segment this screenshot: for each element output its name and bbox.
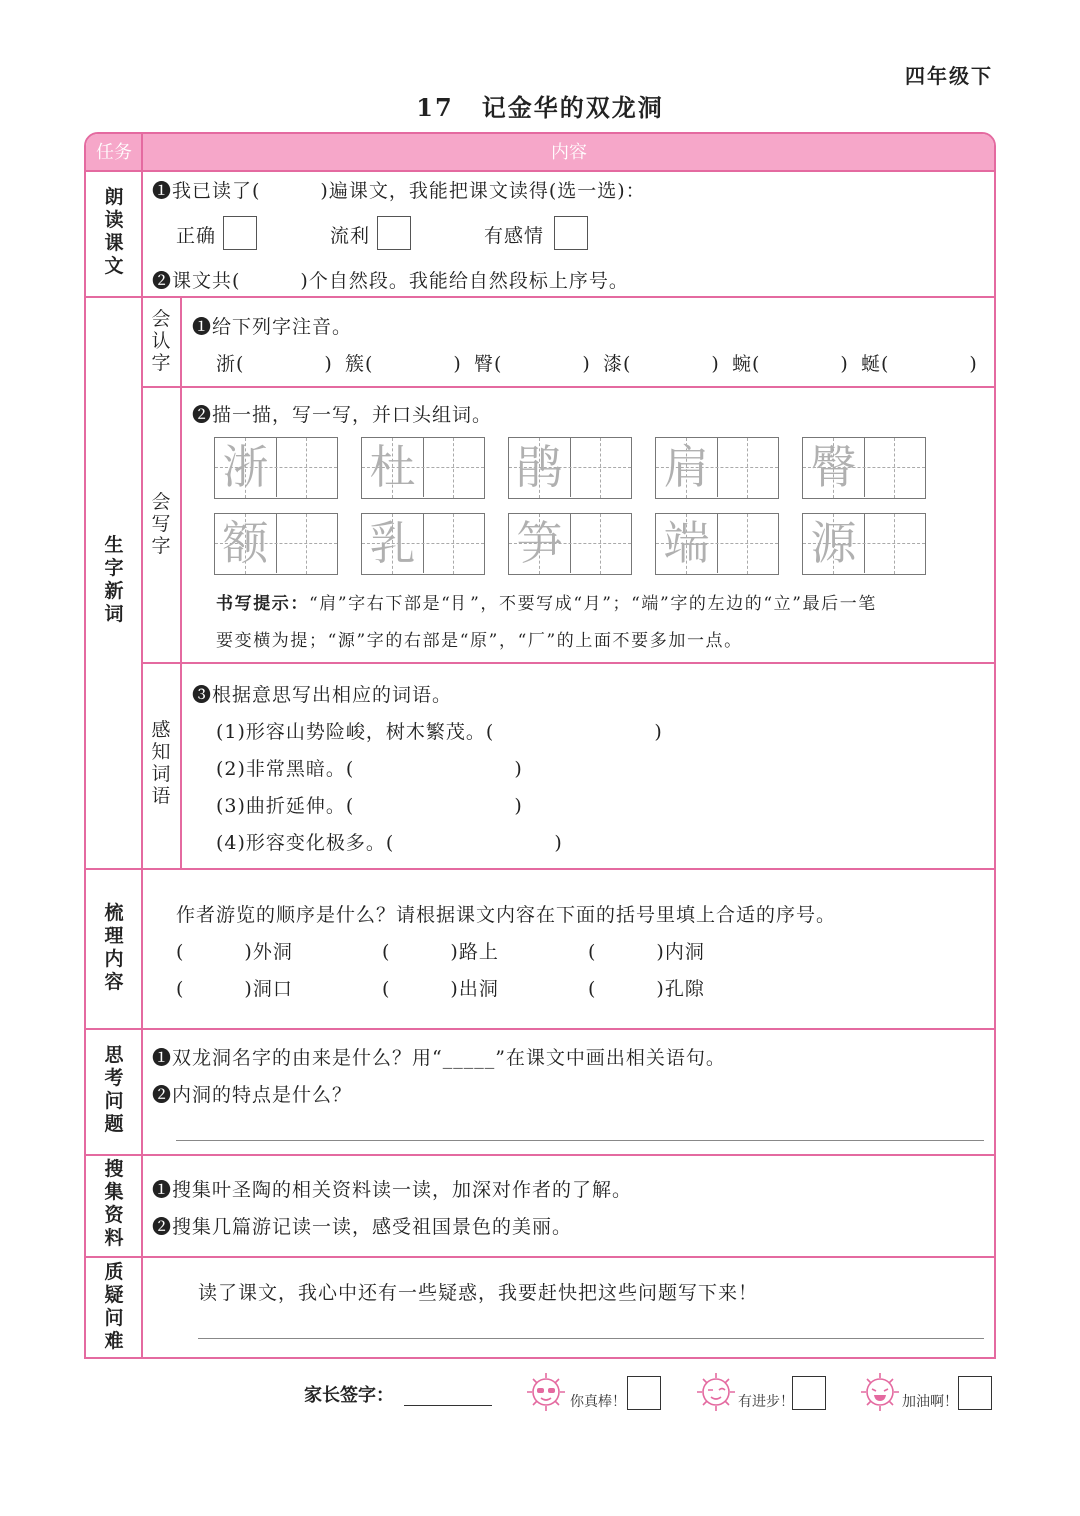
think-question-1: ❶双龙洞名字的由来是什么？用“_____”在课文中画出相关语句。 bbox=[152, 1047, 726, 1069]
parent-sign-line[interactable] bbox=[404, 1405, 492, 1406]
recognize-char-1: 浙( ) bbox=[216, 353, 333, 375]
writing-hint-line-1: 书写提示：“肩”字右下部是“⺝”，不要写成“月”；“端”字的左边的“立”最后一笔 bbox=[216, 594, 877, 614]
perceive-item-3: (3)曲折延伸。( ) bbox=[216, 795, 523, 817]
answer-line[interactable] bbox=[176, 1140, 984, 1141]
rating-checkbox-great[interactable] bbox=[627, 1376, 661, 1410]
writing-hint-label: 书写提示： bbox=[216, 594, 309, 614]
option-fluent: 流利 bbox=[330, 225, 371, 247]
trace-char: 肩 bbox=[663, 440, 710, 494]
perceive-item-4: (4)形容变化极多。( ) bbox=[216, 832, 563, 854]
trace-char: 浙 bbox=[222, 440, 269, 494]
section-label-new-words: 生字新词 bbox=[104, 534, 124, 625]
collect-item-1: ❶搜集叶圣陶的相关资料读一读，加深对作者的了解。 bbox=[152, 1179, 633, 1201]
rating-label-great: 你真棒！ bbox=[570, 1394, 626, 1410]
writing-grid[interactable] bbox=[655, 437, 779, 499]
trace-char: 杜 bbox=[369, 440, 416, 494]
reading-item-1: ❶我已读了( )遍课文，我能把课文读得(选一选)： bbox=[152, 180, 646, 202]
writing-grid[interactable] bbox=[361, 437, 485, 499]
parent-sign-label: 家长签字： bbox=[304, 1385, 394, 1406]
perceive-item-1: (1)形容山势险峻，树木繁茂。( ) bbox=[216, 721, 663, 743]
collect-item-2: ❷搜集几篇游记读一读，感受祖国景色的美丽。 bbox=[152, 1216, 573, 1238]
sort-option-road: ( )路上 bbox=[382, 941, 499, 963]
sort-option-gap: ( )孔隙 bbox=[588, 978, 705, 1000]
writing-grid[interactable] bbox=[508, 437, 632, 499]
writing-grid[interactable] bbox=[361, 513, 485, 575]
rating-checkbox-progress[interactable] bbox=[792, 1376, 826, 1410]
section-label-collect: 搜集资料 bbox=[104, 1158, 124, 1249]
trace-char: 额 bbox=[222, 516, 269, 570]
sort-option-entrance: ( )洞口 bbox=[176, 978, 293, 1000]
page-title bbox=[0, 88, 1080, 123]
worksheet-table bbox=[84, 132, 996, 1359]
sort-question: 作者游览的顺序是什么？请根据课文内容在下面的括号里填上合适的序号。 bbox=[176, 904, 837, 926]
writing-grid[interactable] bbox=[802, 437, 926, 499]
sub-label-write: 会写字 bbox=[151, 491, 171, 557]
recognize-char-5: 蜿( ) bbox=[732, 353, 849, 375]
sort-option-outer-cave: ( )外洞 bbox=[176, 941, 293, 963]
recognize-char-4: 漆( ) bbox=[603, 353, 720, 375]
rating-label-progress: 有进步！ bbox=[738, 1394, 794, 1410]
recognize-title: ❶给下列字注音。 bbox=[192, 316, 353, 338]
option-fluent-checkbox[interactable] bbox=[377, 216, 411, 250]
trace-char: 乳 bbox=[369, 516, 416, 570]
writing-grid[interactable] bbox=[214, 513, 338, 575]
trace-char: 端 bbox=[663, 516, 710, 570]
grade-label: 四年级下 bbox=[905, 64, 993, 88]
lesson-number: 17 bbox=[416, 93, 454, 122]
section-label-sort: 梳理内容 bbox=[104, 902, 124, 993]
perceive-item-2: (2)非常黑暗。( ) bbox=[216, 758, 523, 780]
question-prompt: 读了课文，我心中还有一些疑惑，我要赶快把这些问题写下来！ bbox=[198, 1282, 759, 1304]
lesson-title: 记金华的双龙洞 bbox=[481, 94, 664, 122]
section-label-reading: 朗读课文 bbox=[104, 186, 124, 277]
trace-char: 源 bbox=[810, 516, 857, 570]
recognize-char-3: 臀( ) bbox=[474, 353, 591, 375]
table-header bbox=[86, 134, 994, 171]
sun-cheer-icon bbox=[858, 1370, 904, 1412]
rating-checkbox-cheer[interactable] bbox=[958, 1376, 992, 1410]
option-emotion: 有感情 bbox=[484, 225, 545, 247]
header-task: 任务 bbox=[96, 142, 132, 163]
rating-label-cheer: 加油啊！ bbox=[902, 1394, 958, 1410]
sort-option-exit: ( )出洞 bbox=[382, 978, 499, 1000]
sun-sunglasses-icon bbox=[524, 1370, 570, 1412]
header-content: 内容 bbox=[551, 142, 587, 163]
trace-char: 臀 bbox=[810, 440, 857, 494]
option-emotion-checkbox[interactable] bbox=[554, 216, 588, 250]
reading-item-2: ❷课文共( )个自然段。我能给自然段标上序号。 bbox=[152, 270, 629, 292]
recognize-char-6: 蜒( ) bbox=[861, 353, 978, 375]
sort-option-inner-cave: ( )内洞 bbox=[588, 941, 705, 963]
sub-label-recognize: 会认字 bbox=[151, 308, 171, 374]
answer-line[interactable] bbox=[198, 1338, 984, 1339]
writing-grid[interactable] bbox=[655, 513, 779, 575]
writing-grid[interactable] bbox=[214, 437, 338, 499]
recognize-char-2: 簇( ) bbox=[345, 353, 462, 375]
perceive-title: ❸根据意思写出相应的词语。 bbox=[192, 684, 453, 706]
sub-label-perceive: 感知词语 bbox=[151, 719, 171, 807]
think-question-2: ❷内洞的特点是什么？ bbox=[152, 1084, 353, 1106]
write-title: ❷描一描，写一写，并口头组词。 bbox=[192, 404, 493, 426]
writing-grid[interactable] bbox=[508, 513, 632, 575]
trace-char: 笋 bbox=[516, 516, 563, 570]
option-correct-checkbox[interactable] bbox=[223, 216, 257, 250]
section-label-think: 思考问题 bbox=[104, 1044, 124, 1135]
section-label-question: 质疑问难 bbox=[104, 1261, 124, 1352]
sun-wink-icon bbox=[694, 1370, 740, 1412]
writing-grid[interactable] bbox=[802, 513, 926, 575]
option-correct: 正确 bbox=[176, 225, 217, 247]
trace-char: 鹃 bbox=[516, 440, 563, 494]
writing-hint-line-2: 要变横为提；“源”字的右部是“原”，“厂”的上面不要多加一点。 bbox=[216, 631, 743, 651]
